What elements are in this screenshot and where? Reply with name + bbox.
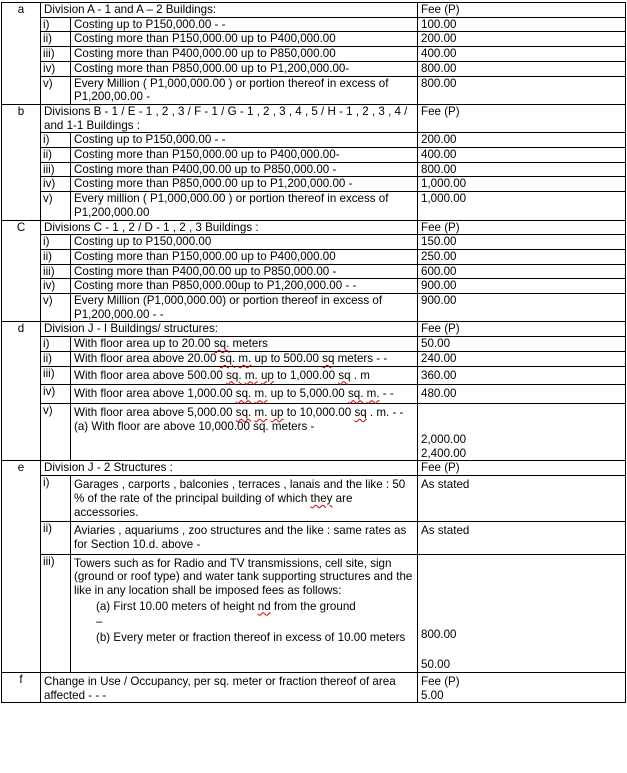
table-row	[2, 337, 626, 352]
item-description: Costing more than P150,000.00 up to P400,000.00	[71, 249, 418, 264]
table-row	[2, 294, 626, 322]
section-letter: C	[2, 220, 41, 322]
section-heading: Division A - 1 and A – 2 Buildings:	[41, 3, 418, 18]
item-description: Costing more than P400,00.00 up to P850,000.00 -	[71, 264, 418, 279]
section-c-heading-row	[2, 220, 626, 235]
table-row	[2, 17, 626, 32]
item-subdescription: –	[96, 615, 103, 629]
section-heading: Divisions B - 1 / E - 1 , 2 , 3 / F - 1 / G - 1 , 2 , 3 , 4 , 5 / H - 1 , 2 , 3 , 4 / and 1-1 Buildings :	[41, 104, 418, 132]
item-number: i)	[41, 133, 71, 148]
section-heading: Divisions C - 1 , 2 / D - 1 , 2 , 3 Buildings :	[41, 220, 418, 235]
table-row	[2, 133, 626, 148]
item-number: i)	[41, 476, 71, 522]
item-description: Costing more than P150,000.00 up to P400,000.00-	[71, 148, 418, 163]
item-description: Costing up to P150,000.00 - -	[71, 133, 418, 148]
section-letter: b	[2, 104, 41, 220]
item-subdescription: (a) First 10.00 meters of height nd from the ground	[96, 599, 356, 613]
section-d-heading-row	[2, 322, 626, 337]
item-description: Costing more than P400,000.00 up to P850,000.00	[71, 47, 418, 62]
item-number: iii)	[41, 162, 71, 177]
item-number: iv)	[41, 279, 71, 294]
item-fee: 150.00	[418, 235, 626, 250]
item-description: Costing more than P400,00.00 up to P850,000.00 -	[71, 162, 418, 177]
fee-heading: Fee (P)	[418, 461, 626, 476]
table-row	[2, 264, 626, 279]
table-row	[2, 177, 626, 192]
item-description: Aviaries , aquariums , zoo structures and the like : same rates as for Section 10.d. above -	[71, 522, 418, 554]
item-number: i)	[41, 337, 71, 352]
table-row	[2, 192, 626, 220]
item-description: Garages , carports , balconies , terraces , lanais and the like : 50 % of the rate of the principal building of which they are accessories.	[71, 476, 418, 522]
item-fee-line: 5.00	[421, 688, 444, 702]
item-fee: 400.00	[418, 47, 626, 62]
item-fee: 800.00	[418, 61, 626, 76]
fee-heading: Fee (P)	[418, 3, 626, 18]
item-description: Costing more than P150,000.00 up to P400,000.00	[71, 32, 418, 47]
item-number: iii)	[41, 554, 71, 672]
item-number: v)	[41, 76, 71, 104]
item-subdescription: (b) Every meter or fraction thereof in excess of 10.00 meters	[96, 631, 406, 645]
item-fee: 400.00	[418, 148, 626, 163]
table-row	[2, 47, 626, 62]
item-number: i)	[41, 235, 71, 250]
item-fee: 900.00	[418, 279, 626, 294]
section-b-heading-row	[2, 104, 626, 132]
fee-heading: Fee (P)	[418, 104, 626, 132]
item-description: Every Million (P1,000,000.00) or portion thereof in excess of P1,200,000.00 - -	[71, 294, 418, 322]
item-fee: 900.00	[418, 294, 626, 322]
table-row	[2, 249, 626, 264]
item-description: Every million ( P1,000,000.00 ) or portion thereof in excess of P1,200,000.00	[71, 192, 418, 220]
fee-heading: Fee (P)	[421, 675, 460, 689]
item-fee-line: 800.00	[421, 627, 457, 641]
table-row	[2, 366, 626, 385]
item-subdescription: (a) With floor are above 10,000.00 sq. meters -	[74, 419, 315, 433]
item-fee: 240.00	[418, 351, 626, 366]
item-fee: 1,000.00	[418, 177, 626, 192]
item-number: iv)	[41, 385, 71, 404]
item-number: ii)	[41, 351, 71, 366]
item-fee: 250.00	[418, 249, 626, 264]
item-description: With floor area above 500.00 sq. m. up to 1,000.00 sq . m	[71, 366, 418, 385]
item-number: ii)	[41, 32, 71, 47]
item-description: With floor area above 1,000.00 sq. m. up to 5,000.00 sq. m. - -	[71, 385, 418, 404]
item-number: iii)	[41, 47, 71, 62]
table-row	[2, 162, 626, 177]
item-fee: 200.00	[418, 133, 626, 148]
item-fee: 360.00	[418, 366, 626, 385]
section-letter: e	[2, 461, 41, 673]
section-f-row	[2, 673, 626, 703]
item-number: i)	[41, 17, 71, 32]
table-row	[2, 403, 626, 460]
section-e-heading-row	[2, 461, 626, 476]
item-description: Costing up to P150,000.00 - -	[71, 17, 418, 32]
item-fee-line: 2,000.00	[421, 432, 467, 446]
item-description: Every Million ( P1,000,000.00 ) or portion thereof in excess of P1,200,00.00 -	[71, 76, 418, 104]
table-row	[2, 32, 626, 47]
item-fee: 600.00	[418, 264, 626, 279]
section-letter: f	[2, 673, 41, 703]
item-fee	[418, 554, 626, 672]
table-row	[2, 385, 626, 404]
item-description: Costing more than P850,000.00up to P1,200,000.00 - -	[71, 279, 418, 294]
item-fee	[418, 403, 626, 460]
section-heading: Division J - 2 Structures :	[41, 461, 418, 476]
item-description: With floor area up to 20.00 sq. meters	[71, 337, 418, 352]
table-row	[2, 476, 626, 522]
item-description: Costing up to P150,000.00	[71, 235, 418, 250]
item-fee: As stated	[418, 522, 626, 554]
item-description: With floor area above 20.00 sq. m. up to 500.00 sq meters - -	[71, 351, 418, 366]
table-row	[2, 351, 626, 366]
table-row	[2, 61, 626, 76]
item-description: Costing more than P850,000.00 up to P1,200,000.00-	[71, 61, 418, 76]
item-number: iii)	[41, 264, 71, 279]
table-row	[2, 279, 626, 294]
fee-heading: Fee (P)	[418, 220, 626, 235]
item-number: v)	[41, 294, 71, 322]
item-fee-line: 2,400.00	[421, 446, 467, 460]
item-description: Costing more than P850,000.00 up to P1,200,000.00 -	[71, 177, 418, 192]
item-description-main: With floor area above 5,000.00 sq. m. up to 10,000.00 sq . m. - -	[74, 405, 404, 419]
item-description-main: Towers such as for Radio and TV transmissions, cell site, sign (ground or roof type) and water tank supporting structures and the like in any location shall be imposed fees as follows:	[74, 556, 413, 598]
item-description: Change in Use / Occupancy, per sq. meter or fraction thereof of area affected - - -	[41, 673, 418, 703]
section-heading: Division J - I Buildings/ structures:	[41, 322, 418, 337]
table-row	[2, 554, 626, 672]
item-fee: As stated	[418, 476, 626, 522]
item-fee: 100.00	[418, 17, 626, 32]
item-fee: 800.00	[418, 76, 626, 104]
item-fee: 1,000.00	[418, 192, 626, 220]
item-number: iii)	[41, 366, 71, 385]
table-row	[2, 148, 626, 163]
item-fee: 480.00	[418, 385, 626, 404]
item-description	[71, 554, 418, 672]
item-description	[71, 403, 418, 460]
fee-heading: Fee (P)	[418, 322, 626, 337]
section-letter: d	[2, 322, 41, 461]
item-number: v)	[41, 192, 71, 220]
section-letter: a	[2, 3, 41, 105]
table-row	[2, 522, 626, 554]
item-number: iv)	[41, 61, 71, 76]
item-number: v)	[41, 403, 71, 460]
section-a-heading-row	[2, 3, 626, 18]
item-number: ii)	[41, 148, 71, 163]
item-number: iv)	[41, 177, 71, 192]
item-number: ii)	[41, 249, 71, 264]
fee-schedule-table	[1, 2, 626, 703]
item-fee	[418, 673, 626, 703]
item-fee: 800.00	[418, 162, 626, 177]
table-row	[2, 76, 626, 104]
item-number: ii)	[41, 522, 71, 554]
item-fee: 200.00	[418, 32, 626, 47]
table-row	[2, 235, 626, 250]
item-fee-line: 50.00	[421, 658, 451, 672]
item-fee: 50.00	[418, 337, 626, 352]
